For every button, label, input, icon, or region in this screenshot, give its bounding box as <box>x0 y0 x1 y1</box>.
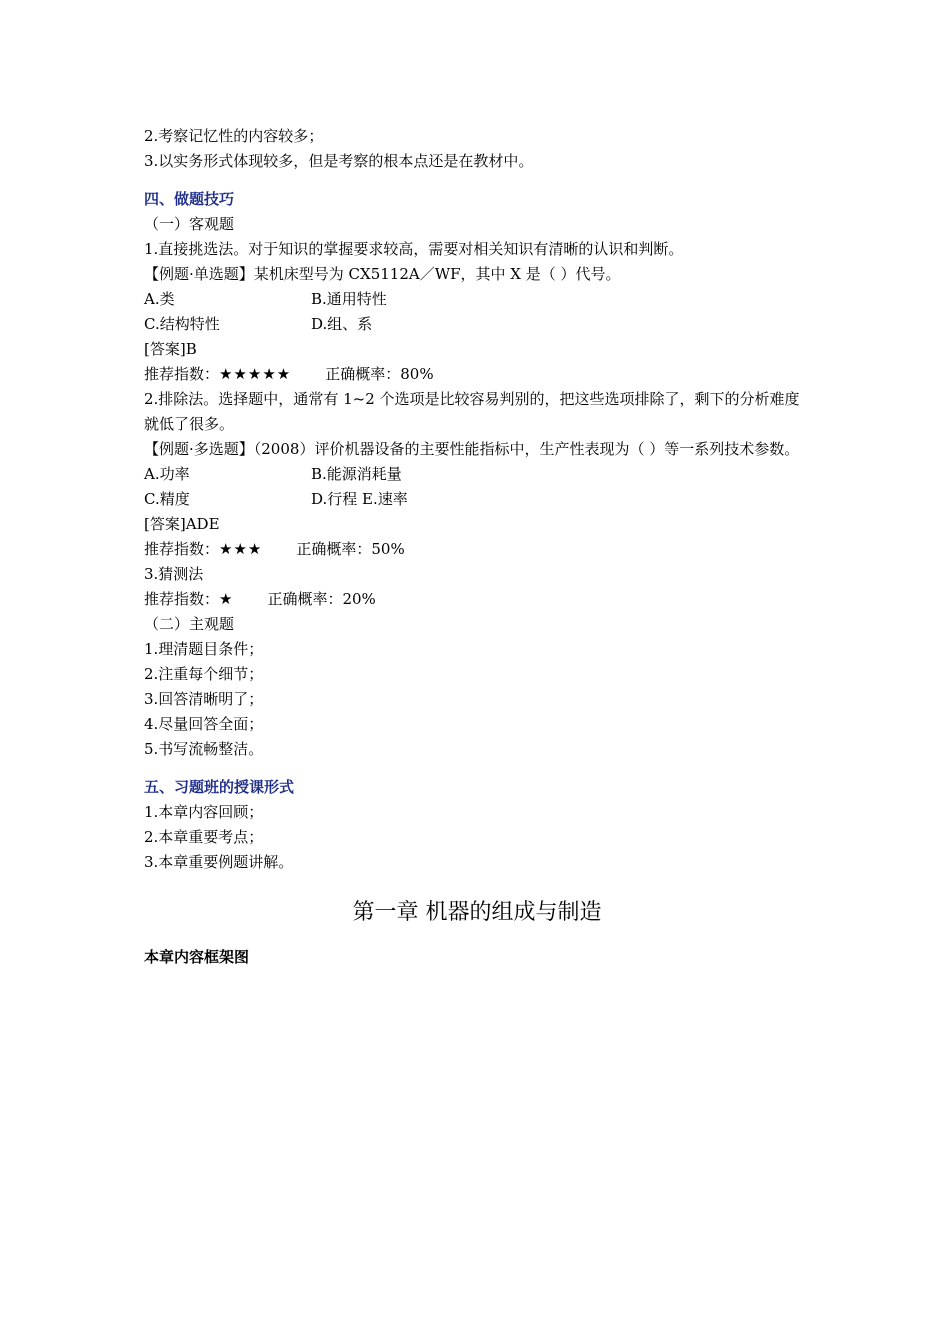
accuracy-text: 正确概率：20% <box>267 590 376 608</box>
example-1-options-row-2 <box>144 312 810 337</box>
example-1-option-b: B.通用特性 <box>311 290 387 308</box>
section-5-item: 1.本章内容回顾； <box>144 803 264 821</box>
accuracy-text: 正确概率：80% <box>325 365 434 383</box>
example-2-question: 【例题·多选题】（2008）评价机器设备的主要性能指标中，生产性表现为（ ）等一系列技术参数。 <box>144 440 800 458</box>
method-1-text: 1.直接挑选法。对于知识的掌握要求较高，需要对相关知识有清晰的认识和判断。 <box>144 240 684 258</box>
example-1-answer: [答案]B <box>144 340 197 358</box>
subjective-item: 3.回答清晰明了； <box>144 690 264 708</box>
subjective-item: 2.注重每个细节； <box>144 665 264 683</box>
subjective-item: 4.尽量回答全面； <box>144 715 264 733</box>
subjective-subheading: （二）主观题 <box>144 615 235 633</box>
method-3-rating <box>144 587 810 612</box>
star-rating-icon: ★★★★★ <box>219 365 292 383</box>
rating-label: 推荐指数： <box>144 590 220 608</box>
method-2-text: 2.排除法。选择题中，通常有 1~2 个选项是比较容易判别的，把这些选项排除了，剩下的分析难度就低了很多。 <box>144 390 800 433</box>
section-5-heading: 五、习题班的授课形式 <box>144 778 295 796</box>
example-1-option-a: A.类 <box>144 290 175 308</box>
example-1-question: 【例题·单选题】某机床型号为 CX5112A／WF，其中 X 是（ ）代号。 <box>144 265 621 283</box>
example-2-rating <box>144 537 810 562</box>
example-1-rating <box>144 362 810 387</box>
subjective-item: 1.理清题目条件； <box>144 640 264 658</box>
document-page <box>144 124 810 970</box>
accuracy-text: 正确概率：50% <box>296 540 405 558</box>
example-2-option-b: B.能源消耗量 <box>311 465 402 483</box>
star-rating-icon: ★★★ <box>219 540 263 558</box>
example-1-option-d: D.组、系 <box>311 315 373 333</box>
example-1-option-c: C.结构特性 <box>144 315 220 333</box>
example-2-options-row-2 <box>144 487 810 512</box>
example-2-answer: [答案]ADE <box>144 515 220 533</box>
section-5-item: 3.本章重要例题讲解。 <box>144 853 294 871</box>
star-rating-icon: ★ <box>219 590 234 608</box>
subjective-item: 5.书写流畅整洁。 <box>144 740 264 758</box>
example-2-option-d: D.行程 E.速率 <box>311 490 408 508</box>
example-2-option-a: A.功率 <box>144 465 190 483</box>
intro-item-3: 3.以实务形式体现较多，但是考察的根本点还是在教材中。 <box>144 152 534 170</box>
example-1-options-row-1 <box>144 287 810 312</box>
method-3-text: 3.猜测法 <box>144 565 204 583</box>
example-2-option-c: C.精度 <box>144 490 190 508</box>
rating-label: 推荐指数： <box>144 540 220 558</box>
chapter-title: 第一章 机器的组成与制造 <box>352 900 602 925</box>
framework-title: 本章内容框架图 <box>144 948 250 966</box>
rating-label: 推荐指数： <box>144 365 220 383</box>
example-2-options-row-1 <box>144 462 810 487</box>
section-5-item: 2.本章重要考点； <box>144 828 264 846</box>
objective-subheading: （一）客观题 <box>144 215 235 233</box>
intro-item-2: 2.考察记忆性的内容较多； <box>144 127 324 145</box>
section-4-heading: 四、做题技巧 <box>144 190 235 208</box>
